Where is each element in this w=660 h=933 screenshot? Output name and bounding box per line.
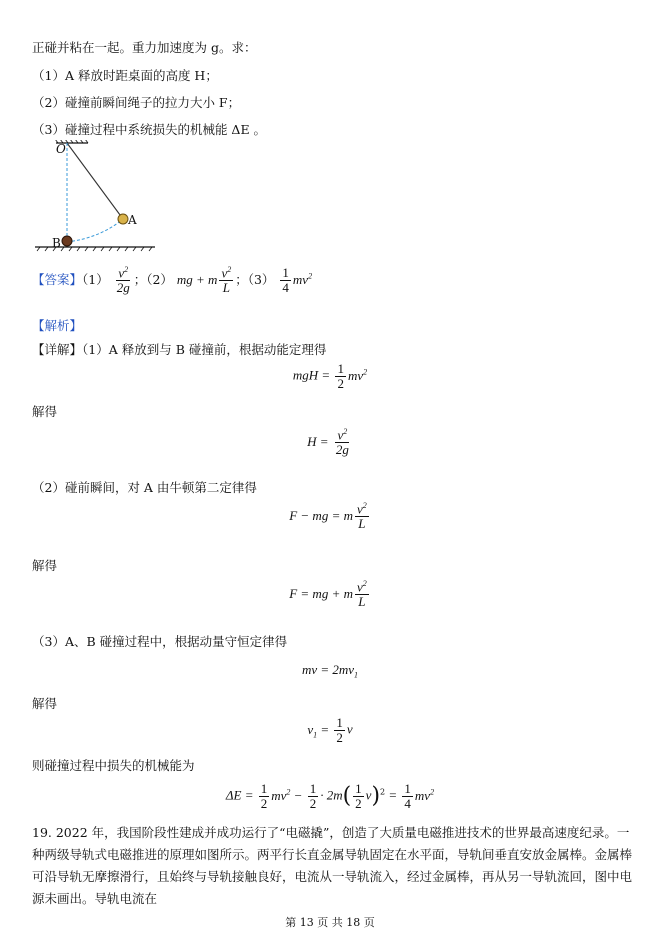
equation-energy: mgH = $\frac{1}{2}$ $mv^2$ (292, 361, 368, 391)
detail-step-3: （3）A、B 碰撞过程中，根据动量守恒定律得 (32, 634, 288, 649)
label-o: O (56, 142, 66, 156)
ball-a (118, 214, 128, 224)
jiede-3: 解得 (32, 696, 58, 711)
label-a: A (128, 213, 137, 227)
jiede-1: 解得 (32, 404, 58, 419)
answer-line: 【答案】（1） $\frac{v^2}{2g}$ ；（2） mg + m $\frac{v^2}{L}$ ；（3） $\frac{1}{4}$ $mv^2$ (32, 265, 313, 295)
intro-line: 正碰并粘在一起。重力加速度为 g。求： (32, 40, 257, 55)
equation-h: H = $\frac{v^2}{2g}$ (307, 427, 349, 457)
question-2: （2）碰撞前瞬间绳子的拉力大小 F； (32, 95, 241, 110)
detail-step-2: （2）碰前瞬间，对 A 由牛顿第二定律得 (32, 480, 257, 495)
analysis-tag: 【解析】 (32, 318, 83, 333)
question-1: （1）A 释放时距桌面的高度 H； (32, 68, 218, 83)
page-footer: 第 13 页 共 18 页 (285, 916, 375, 929)
question-3: （3）碰撞过程中系统损失的机械能 ΔE 。 (32, 122, 267, 137)
equation-delta-e: ΔE = $\frac{1}{2}$ $mv^2$ − $\frac{1}{2}$ · 2m( $\frac{1}{2}$ v)$^2$ = $\frac{1}{4}$ $mv^2$ (225, 781, 435, 811)
equation-f: F = mg + m $\frac{v^2}{L}$ (289, 579, 367, 609)
rope (67, 143, 123, 219)
equation-newton: F − mg = m $\frac{v^2}{L}$ (289, 501, 367, 531)
equation-v1: $v_1$ = $\frac{1}{2}$ v (307, 715, 353, 745)
detail-step-1: 【详解】（1）A 释放到与 B 碰撞前，根据动能定理得 (32, 342, 327, 357)
pendulum-figure (30, 140, 160, 255)
label-b: B (52, 236, 61, 250)
jiede-2: 解得 (32, 558, 58, 573)
detail-step-4: 则碰撞过程中损失的机械能为 (32, 758, 195, 773)
question-19: 19. 2022 年，我国阶段性建成并成功运行了“电磁撬”，创造了大质量电磁推进技术的世界最高速度纪录。一种两级导轨式电磁推进的原理如图所示。两平行长直金属导轨固定在水平面，导轨间垂直安放金属棒。金属棒可沿导轨无摩擦滑行，且始终与导轨接触良好，电流从一导轨流入，经过金属棒，再从另一导轨流回，图中电源未画出。导轨电流在 (32, 825, 633, 906)
answer-tag: 【答案】 (32, 271, 83, 287)
ball-b (62, 236, 72, 246)
equation-momentum: mv = $2mv_1$ (301, 662, 359, 680)
